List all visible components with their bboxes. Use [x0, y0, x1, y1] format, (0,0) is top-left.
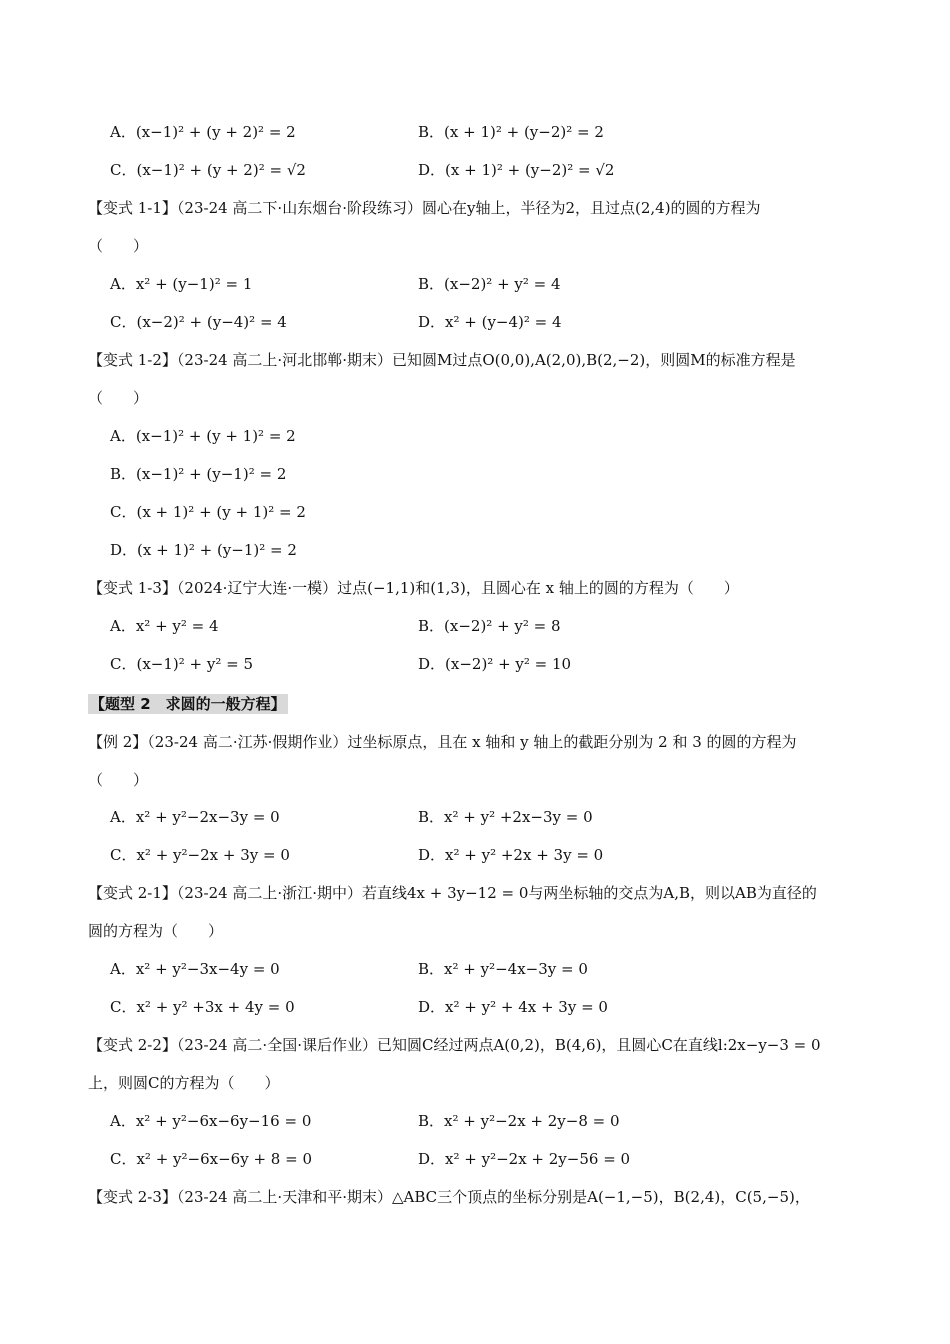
- variant-2-1-option-d: D．x² + y² + 4x + 3y = 0: [418, 998, 608, 1016]
- variant-1-2-question: 【变式 1-2】（23-24 高二上·河北邯郸·期末）已知圆M过点O(0,0),A(2,0),B(2,−2)，则圆M的标准方程是: [88, 351, 796, 369]
- example-2-option-b: B．x² + y² +2x−3y = 0: [418, 808, 593, 826]
- variant-2-1-option-a: A．x² + y²−3x−4y = 0: [110, 960, 280, 978]
- example-2-blank: （ ）: [88, 771, 149, 789]
- variant-1-3-question: 【变式 1-3】（2024·辽宁大连·一模）过点(−1,1)和(1,3)，且圆心在 x 轴上的圆的方程为（ ）: [88, 579, 739, 597]
- example-2-option-a: A．x² + y²−2x−3y = 0: [110, 808, 280, 826]
- variant-2-3-question: 【变式 2-3】（23-24 高二上·天津和平·期末）△ABC三个顶点的坐标分别是A(−1,−5)，B(2,4)，C(5,−5)，: [88, 1188, 810, 1206]
- variant-1-1-option-c: C．(x−2)² + (y−4)² = 4: [110, 313, 287, 331]
- variant-1-1-question: 【变式 1-1】（23-24 高二下·山东烟台·阶段练习）圆心在y轴上，半径为2，且过点(2,4)的圆的方程为: [88, 199, 761, 217]
- example-2-option-c: C．x² + y²−2x + 3y = 0: [110, 846, 290, 864]
- q0-option-c: C．(x−1)² + (y + 2)² = √2: [110, 161, 306, 179]
- variant-1-3-option-b: B．(x−2)² + y² = 8: [418, 617, 561, 635]
- variant-2-1-option-b: B．x² + y²−4x−3y = 0: [418, 960, 588, 978]
- variant-2-1-question: 【变式 2-1】（23-24 高二上·浙江·期中）若直线4x + 3y−12 = 0与两坐标轴的交点为A,B，则以AB为直径的: [88, 884, 817, 902]
- example-2-question: 【例 2】（23-24 高二·江苏·假期作业）过坐标原点，且在 x 轴和 y 轴上的截距分别为 2 和 3 的圆的方程为: [88, 733, 797, 751]
- variant-1-2-option-d: D．(x + 1)² + (y−1)² = 2: [110, 541, 297, 559]
- variant-2-2-option-c: C．x² + y²−6x−6y + 8 = 0: [110, 1150, 312, 1168]
- variant-2-2-continuation: 上，则圆C的方程为（ ）: [88, 1074, 280, 1092]
- q0-option-b: B．(x + 1)² + (y−2)² = 2: [418, 123, 604, 141]
- variant-1-2-blank: （ ）: [88, 389, 149, 407]
- variant-1-3-option-d: D．(x−2)² + y² = 10: [418, 655, 572, 673]
- q0-option-d: D．(x + 1)² + (y−2)² = √2: [418, 161, 615, 179]
- variant-2-2-question: 【变式 2-2】（23-24 高二·全国·课后作业）已知圆C经过两点A(0,2)，B(4,6)，且圆心C在直线l:2x−y−3 = 0: [88, 1036, 821, 1054]
- variant-1-2-option-a: A．(x−1)² + (y + 1)² = 2: [110, 427, 296, 445]
- section-heading-type-2: 【题型 2 求圆的一般方程】: [90, 695, 286, 713]
- variant-1-3-option-a: A．x² + y² = 4: [110, 617, 219, 635]
- variant-2-2-option-b: B．x² + y²−2x + 2y−8 = 0: [418, 1112, 620, 1130]
- variant-1-1-blank: （ ）: [88, 237, 149, 255]
- variant-1-2-option-b: B．(x−1)² + (y−1)² = 2: [110, 465, 287, 483]
- variant-2-2-option-d: D．x² + y²−2x + 2y−56 = 0: [418, 1150, 631, 1168]
- variant-1-1-option-d: D．x² + (y−4)² = 4: [418, 313, 562, 331]
- variant-1-1-option-a: A．x² + (y−1)² = 1: [110, 275, 253, 293]
- variant-2-1-continuation: 圆的方程为（ ）: [88, 922, 224, 940]
- q0-option-a: A．(x−1)² + (y + 2)² = 2: [110, 123, 296, 141]
- variant-2-1-option-c: C．x² + y² +3x + 4y = 0: [110, 998, 295, 1016]
- variant-2-2-option-a: A．x² + y²−6x−6y−16 = 0: [110, 1112, 312, 1130]
- example-2-option-d: D．x² + y² +2x + 3y = 0: [418, 846, 604, 864]
- variant-1-2-option-c: C．(x + 1)² + (y + 1)² = 2: [110, 503, 306, 521]
- variant-1-1-option-b: B．(x−2)² + y² = 4: [418, 275, 561, 293]
- variant-1-3-option-c: C．(x−1)² + y² = 5: [110, 655, 254, 673]
